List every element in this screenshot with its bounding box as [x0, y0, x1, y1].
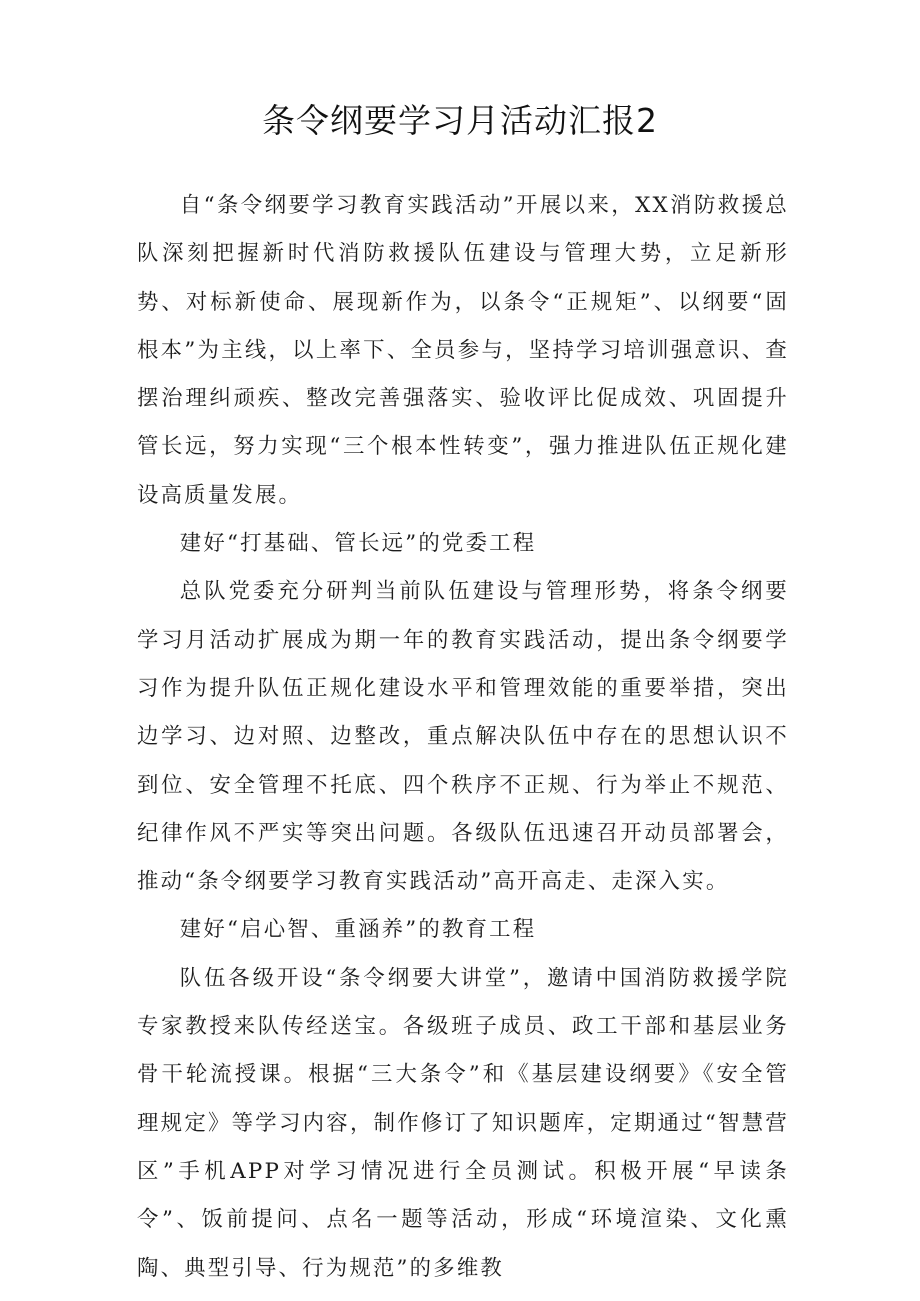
education-paragraph: 队伍各级开设“条令纲要大讲堂”，邀请中国消防救援学院专家教授来队传经送宝。各级班子成员、政工干部和基层业务骨干轮流授课。根据“三大条令”和《基层建设纲要》《安全管理规定》等学习内容，制作修订了知识题库，定期通过“智慧营区”手机APP对学习情况进行全员测试。积极开展“早读条令”、饭前提问、点名一题等活动，形成“环境渲染、文化熏陶、典型引导、行为规范”的多维教 — [137, 965, 789, 1281]
section-heading-party-committee: 建好“打基础、管长远”的党委工程 — [179, 531, 537, 557]
document-body — [137, 182, 789, 1293]
party-committee-paragraph: 总队党委充分研判当前队伍建设与管理形势，将条令纲要学习月活动扩展成为期一年的教育实践活动，提出条令纲要学习作为提升队伍正规化建设水平和管理效能的重要举措，突出边学习、边对照、边整改，重点解决队伍中存在的思想认识不到位、安全管理不托底、四个秩序不正规、行为举止不规范、纪律作风不严实等突出问题。各级队伍迅速召开动员部署会，推动“条令纲要学习教育实践活动”高开高走、走深入实。 — [137, 579, 789, 895]
intro-paragraph: 自“条令纲要学习教育实践活动”开展以来，XX消防救援总队深刻把握新时代消防救援队伍建设与管理大势，立足新形势、对标新使命、展现新作为，以条令“正规矩”、以纲要“固根本”为主线，以上率下、全员参与，坚持学习培训强意识、查摆治理纠顽疾、整改完善强落实、验收评比促成效、巩固提升管长远，努力实现“三个根本性转变”，强力推进队伍正规化建设高质量发展。 — [137, 193, 789, 508]
section-heading-education: 建好“启心智、重涵养”的教育工程 — [179, 917, 537, 943]
document-title: 条令纲要学习月活动汇报2 — [262, 101, 658, 140]
